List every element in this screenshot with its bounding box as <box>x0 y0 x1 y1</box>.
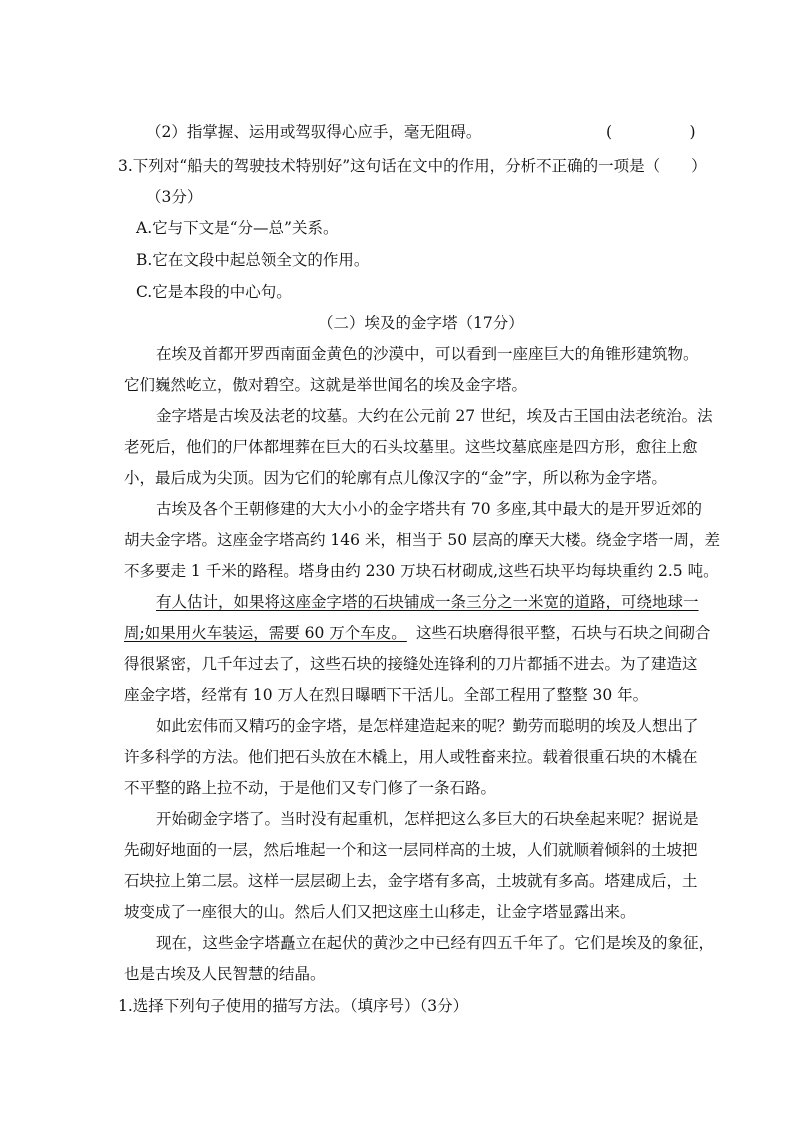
passage-line: 老死后，他们的尸体都埋葬在巨大的石头坟墓里。这些坟墓底座是四方形，愈往上愈 <box>124 438 698 456</box>
option-a: A.它与下文是“分—总”关系。 <box>136 219 339 237</box>
passage-line: 在埃及首都开罗西南面金黄色的沙漠中，可以看到一座座巨大的角锥形建筑物。 <box>156 345 699 363</box>
passage-line: 胡夫金字塔。这座金字塔高约 146 米，相当于 50 层高的摩天大楼。绕金字塔一周，差 <box>124 531 721 549</box>
passage-line: 座金字塔，经常有 10 万人在烈日曝晒下干活儿。全部工程用了整整 30 年。 <box>124 686 649 704</box>
passage-line: 小，最后成为尖顶。因为它们的轮廓有点儿像汉字的“金”字，所以称为金字塔。 <box>124 469 667 487</box>
passage-line: 坡变成了一座很大的山。然后人们又把这座土山移走，让金字塔显露出来。 <box>124 903 636 921</box>
passage-line: 也是古埃及人民智慧的结晶。 <box>124 965 326 983</box>
option-c: C.它是本段的中心句。 <box>136 283 292 301</box>
section-title: （二）埃及的金字塔（17分） <box>318 314 524 332</box>
q2-item-2-text: （2）指掌握、运用或驾驭得心应手，毫无阻碍。 <box>146 123 482 141</box>
passage-line: 如此宏伟而又精巧的金字塔，是怎样建造起来的呢？勤劳而聪明的埃及人想出了 <box>156 717 699 735</box>
passage-line: 这些石块磨得很平整，石块与石块之间砌合 <box>416 624 711 642</box>
question-3-stem: 3.下列对“船夫的驾驶技术特别好”这句话在文中的作用，分析不正确的一项是（ ） <box>118 157 707 175</box>
answer-blank: ( ) <box>606 123 696 141</box>
passage-line: 得很紧密，几千年过去了，这些石块的接缝处连锋利的刀片都插不进去。为了建造这 <box>124 655 698 673</box>
passage-line: 古埃及各个王朝修建的大大小小的金字塔共有 70 多座,其中最大的是开罗近郊的 <box>156 500 703 518</box>
passage-line: 金字塔是古埃及法老的坟墓。大约在公元前 27 世纪，埃及古王国由法老统治。法 <box>156 407 713 425</box>
underlined-sentence: 有人估计，如果将这座金字塔的石块铺成一条三分之一米宽的道路，可绕地球一 <box>156 593 699 611</box>
passage-line: 不平整的路上拉不动，于是他们又专门修了一条石路。 <box>124 779 497 797</box>
question-3-score: （3分） <box>146 188 203 206</box>
passage-line: 石块拉上第二层。这样一层层砌上去，金字塔有多高，土坡就有多高。塔建成后，土 <box>124 872 698 890</box>
passage-line: 现在，这些金字塔矗立在起伏的黄沙之中已经有四五千年了。它们是埃及的象征， <box>156 934 715 952</box>
option-b: B.它在文段中起总领全文的作用。 <box>136 251 370 269</box>
passage-line: 它们巍然屹立，傲对碧空。这就是举世闻名的埃及金字塔。 <box>124 376 528 394</box>
question-1: 1.选择下列句子使用的描写方法。（填序号）（3分） <box>118 997 469 1015</box>
passage-line: 许多科学的方法。他们把石头放在木橇上，用人或牲畜来拉。载着很重石块的木橇在 <box>124 748 698 766</box>
passage-line: 先砌好地面的一层，然后堆起一个和这一层同样高的土坡，人们就顺着倾斜的土坡把 <box>124 841 698 859</box>
passage-line: 不多要走 1 千米的路程。塔身由约 230 万块石材砌成,这些石块平均每块重约 2.5 吨。 <box>124 562 719 580</box>
passage-line: 开始砌金字塔了。当时没有起重机，怎样把这么多巨大的石块垒起来呢？据说是 <box>156 810 699 828</box>
underlined-sentence: 周;如果用火车装运，需要 60 万个车皮。 <box>124 624 407 642</box>
